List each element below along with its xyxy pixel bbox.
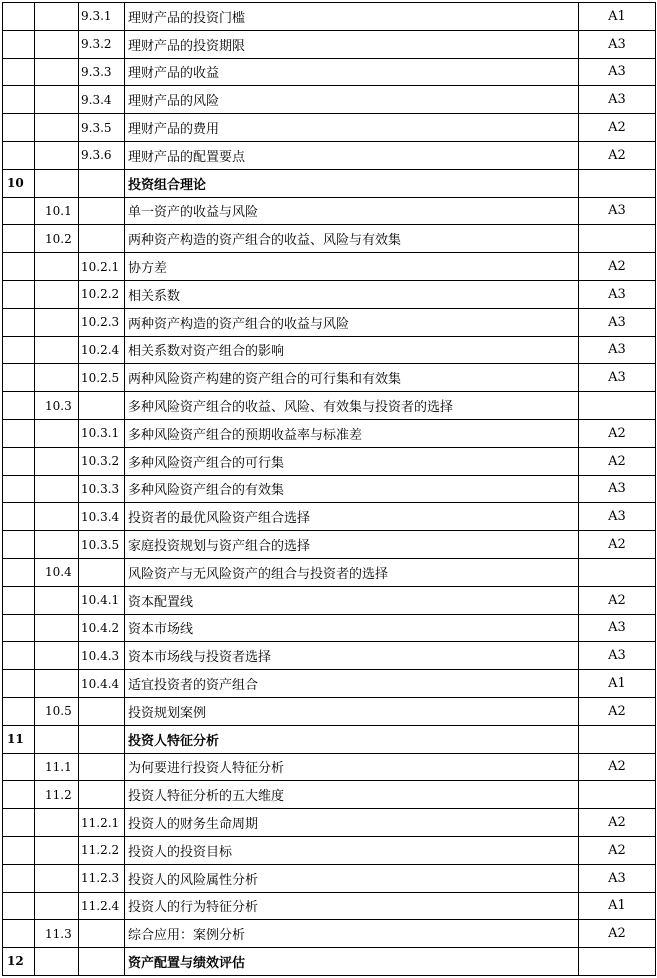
topic-title-cell: 多种风险资产组合的收益、风险、有效集与投资者的选择 <box>125 392 579 420</box>
table-row <box>3 280 656 308</box>
chapter-number-cell <box>3 781 35 809</box>
section-number-cell <box>35 3 79 31</box>
subsection-number-cell <box>79 225 125 253</box>
chapter-number-cell <box>3 364 35 392</box>
table-row <box>3 558 656 586</box>
table-row <box>3 419 656 447</box>
subsection-number-cell <box>79 920 125 948</box>
chapter-number-cell <box>3 308 35 336</box>
section-number-cell: 10.2 <box>35 225 79 253</box>
level-cell: A3 <box>579 58 656 86</box>
topic-title-cell: 理财产品的费用 <box>125 114 579 142</box>
section-number-cell <box>35 725 79 753</box>
topic-title-cell: 资本市场线与投资者选择 <box>125 642 579 670</box>
section-number-cell <box>35 30 79 58</box>
table-row <box>3 3 656 31</box>
section-number-cell: 10.5 <box>35 697 79 725</box>
table-row <box>3 531 656 559</box>
subsection-number-cell <box>79 392 125 420</box>
topic-title-cell: 为何要进行投资人特征分析 <box>125 753 579 781</box>
subsection-number-cell: 11.2.1 <box>79 809 125 837</box>
chapter-number-cell <box>3 531 35 559</box>
section-number-cell <box>35 836 79 864</box>
topic-title-cell: 理财产品的投资门槛 <box>125 3 579 31</box>
section-number-cell <box>35 642 79 670</box>
section-number-cell <box>35 475 79 503</box>
topic-title-cell: 资本市场线 <box>125 614 579 642</box>
topic-title-cell: 理财产品的收益 <box>125 58 579 86</box>
chapter-number-cell <box>3 58 35 86</box>
subsection-number-cell: 9.3.5 <box>79 114 125 142</box>
level-cell: A1 <box>579 892 656 920</box>
chapter-number-cell <box>3 892 35 920</box>
subsection-number-cell <box>79 725 125 753</box>
subsection-number-cell: 10.2.2 <box>79 280 125 308</box>
section-number-cell <box>35 336 79 364</box>
table-row <box>3 642 656 670</box>
subsection-number-cell: 10.3.4 <box>79 503 125 531</box>
chapter-number-cell <box>3 503 35 531</box>
section-number-cell: 11.2 <box>35 781 79 809</box>
chapter-number-cell <box>3 114 35 142</box>
section-number-cell <box>35 948 79 976</box>
table-row <box>3 86 656 114</box>
subsection-number-cell: 10.4.1 <box>79 586 125 614</box>
level-cell: A3 <box>579 364 656 392</box>
subsection-number-cell: 10.4.2 <box>79 614 125 642</box>
section-number-cell <box>35 809 79 837</box>
chapter-number-cell <box>3 280 35 308</box>
table-row <box>3 225 656 253</box>
table-row <box>3 586 656 614</box>
chapter-number-cell <box>3 225 35 253</box>
section-number-cell <box>35 169 79 197</box>
level-cell: A2 <box>579 253 656 281</box>
table-row <box>3 197 656 225</box>
chapter-number-cell <box>3 920 35 948</box>
level-cell: A3 <box>579 30 656 58</box>
level-cell <box>579 725 656 753</box>
topic-title-cell: 投资人特征分析 <box>125 725 579 753</box>
topic-title-cell: 适宜投资者的资产组合 <box>125 670 579 698</box>
section-number-cell <box>35 670 79 698</box>
subsection-number-cell <box>79 197 125 225</box>
topic-title-cell: 协方差 <box>125 253 579 281</box>
level-cell: A3 <box>579 280 656 308</box>
topic-title-cell: 两种资产构造的资产组合的收益、风险与有效集 <box>125 225 579 253</box>
chapter-number-cell <box>3 586 35 614</box>
subsection-number-cell <box>79 781 125 809</box>
table-row <box>3 308 656 336</box>
chapter-number-cell: 12 <box>3 948 35 976</box>
topic-title-cell: 投资人的风险属性分析 <box>125 864 579 892</box>
chapter-number-cell <box>3 419 35 447</box>
table-row <box>3 614 656 642</box>
chapter-number-cell <box>3 809 35 837</box>
chapter-number-cell <box>3 336 35 364</box>
chapter-number-cell <box>3 86 35 114</box>
chapter-number-cell <box>3 392 35 420</box>
level-cell: A1 <box>579 670 656 698</box>
level-cell: A2 <box>579 809 656 837</box>
level-cell: A3 <box>579 86 656 114</box>
section-number-cell <box>35 864 79 892</box>
table-row <box>3 697 656 725</box>
table-row <box>3 30 656 58</box>
subsection-number-cell <box>79 753 125 781</box>
table-row <box>3 475 656 503</box>
table-row <box>3 836 656 864</box>
table-row <box>3 141 656 169</box>
subsection-number-cell: 10.4.3 <box>79 642 125 670</box>
section-number-cell <box>35 531 79 559</box>
table-row <box>3 447 656 475</box>
level-cell: A3 <box>579 864 656 892</box>
section-number-cell <box>35 58 79 86</box>
table-row <box>3 364 656 392</box>
subsection-number-cell <box>79 169 125 197</box>
level-cell <box>579 392 656 420</box>
section-number-cell <box>35 280 79 308</box>
subsection-number-cell: 9.3.2 <box>79 30 125 58</box>
section-number-cell <box>35 503 79 531</box>
section-number-cell <box>35 308 79 336</box>
level-cell: A3 <box>579 308 656 336</box>
subsection-number-cell: 9.3.6 <box>79 141 125 169</box>
topic-title-cell: 投资组合理论 <box>125 169 579 197</box>
syllabus-table <box>2 2 656 976</box>
chapter-number-cell <box>3 864 35 892</box>
chapter-number-cell <box>3 253 35 281</box>
section-number-cell <box>35 447 79 475</box>
subsection-number-cell: 10.3.3 <box>79 475 125 503</box>
chapter-row <box>3 725 656 753</box>
topic-title-cell: 投资人的行为特征分析 <box>125 892 579 920</box>
topic-title-cell: 投资者的最优风险资产组合选择 <box>125 503 579 531</box>
level-cell: A3 <box>579 197 656 225</box>
subsection-number-cell <box>79 558 125 586</box>
chapter-number-cell <box>3 614 35 642</box>
level-cell <box>579 948 656 976</box>
level-cell: A2 <box>579 447 656 475</box>
chapter-number-cell <box>3 141 35 169</box>
level-cell: A2 <box>579 836 656 864</box>
level-cell: A2 <box>579 697 656 725</box>
subsection-number-cell <box>79 697 125 725</box>
topic-title-cell: 投资人的投资目标 <box>125 836 579 864</box>
subsection-number-cell: 11.2.3 <box>79 864 125 892</box>
table-row <box>3 809 656 837</box>
subsection-number-cell: 9.3.3 <box>79 58 125 86</box>
topic-title-cell: 风险资产与无风险资产的组合与投资者的选择 <box>125 558 579 586</box>
table-row <box>3 503 656 531</box>
topic-title-cell: 相关系数 <box>125 280 579 308</box>
table-row <box>3 864 656 892</box>
table-row <box>3 781 656 809</box>
table-row <box>3 336 656 364</box>
level-cell: A2 <box>579 419 656 447</box>
chapter-number-cell <box>3 836 35 864</box>
chapter-number-cell: 11 <box>3 725 35 753</box>
section-number-cell <box>35 86 79 114</box>
section-number-cell <box>35 614 79 642</box>
syllabus-rows <box>3 3 656 976</box>
level-cell: A2 <box>579 531 656 559</box>
topic-title-cell: 两种风险资产构建的资产组合的可行集和有效集 <box>125 364 579 392</box>
subsection-number-cell: 10.2.3 <box>79 308 125 336</box>
level-cell: A3 <box>579 336 656 364</box>
topic-title-cell: 理财产品的风险 <box>125 86 579 114</box>
topic-title-cell: 相关系数对资产组合的影响 <box>125 336 579 364</box>
table-row <box>3 392 656 420</box>
section-number-cell: 10.3 <box>35 392 79 420</box>
section-number-cell: 11.3 <box>35 920 79 948</box>
level-cell <box>579 169 656 197</box>
table-row <box>3 114 656 142</box>
topic-title-cell: 单一资产的收益与风险 <box>125 197 579 225</box>
chapter-number-cell <box>3 197 35 225</box>
table-row <box>3 920 656 948</box>
topic-title-cell: 多种风险资产组合的预期收益率与标准差 <box>125 419 579 447</box>
topic-title-cell: 投资人特征分析的五大维度 <box>125 781 579 809</box>
section-number-cell <box>35 892 79 920</box>
table-row <box>3 753 656 781</box>
subsection-number-cell: 10.2.1 <box>79 253 125 281</box>
level-cell: A3 <box>579 503 656 531</box>
section-number-cell <box>35 141 79 169</box>
level-cell <box>579 558 656 586</box>
section-number-cell <box>35 364 79 392</box>
section-number-cell <box>35 586 79 614</box>
level-cell <box>579 781 656 809</box>
chapter-row <box>3 948 656 976</box>
chapter-number-cell <box>3 697 35 725</box>
table-row <box>3 58 656 86</box>
section-number-cell: 10.4 <box>35 558 79 586</box>
subsection-number-cell: 10.2.5 <box>79 364 125 392</box>
chapter-number-cell <box>3 670 35 698</box>
topic-title-cell: 理财产品的配置要点 <box>125 141 579 169</box>
level-cell <box>579 225 656 253</box>
subsection-number-cell <box>79 948 125 976</box>
table-row <box>3 253 656 281</box>
chapter-number-cell <box>3 753 35 781</box>
level-cell: A3 <box>579 614 656 642</box>
level-cell: A2 <box>579 920 656 948</box>
topic-title-cell: 两种资产构造的资产组合的收益与风险 <box>125 308 579 336</box>
subsection-number-cell: 10.3.5 <box>79 531 125 559</box>
subsection-number-cell: 10.2.4 <box>79 336 125 364</box>
topic-title-cell: 多种风险资产组合的有效集 <box>125 475 579 503</box>
chapter-number-cell <box>3 475 35 503</box>
level-cell: A3 <box>579 642 656 670</box>
topic-title-cell: 投资人的财务生命周期 <box>125 809 579 837</box>
subsection-number-cell: 11.2.4 <box>79 892 125 920</box>
chapter-number-cell <box>3 558 35 586</box>
section-number-cell: 10.1 <box>35 197 79 225</box>
chapter-number-cell: 10 <box>3 169 35 197</box>
table-row <box>3 670 656 698</box>
topic-title-cell: 资本配置线 <box>125 586 579 614</box>
subsection-number-cell: 11.2.2 <box>79 836 125 864</box>
chapter-number-cell <box>3 447 35 475</box>
subsection-number-cell: 9.3.1 <box>79 3 125 31</box>
level-cell: A1 <box>579 3 656 31</box>
chapter-number-cell <box>3 30 35 58</box>
level-cell: A2 <box>579 114 656 142</box>
topic-title-cell: 资产配置与绩效评估 <box>125 948 579 976</box>
level-cell: A2 <box>579 141 656 169</box>
level-cell: A2 <box>579 586 656 614</box>
topic-title-cell: 家庭投资规划与资产组合的选择 <box>125 531 579 559</box>
level-cell: A2 <box>579 753 656 781</box>
subsection-number-cell: 10.3.1 <box>79 419 125 447</box>
topic-title-cell: 综合应用：案例分析 <box>125 920 579 948</box>
chapter-row <box>3 169 656 197</box>
subsection-number-cell: 10.3.2 <box>79 447 125 475</box>
level-cell: A3 <box>579 475 656 503</box>
topic-title-cell: 理财产品的投资期限 <box>125 30 579 58</box>
chapter-number-cell <box>3 3 35 31</box>
topic-title-cell: 投资规划案例 <box>125 697 579 725</box>
subsection-number-cell: 10.4.4 <box>79 670 125 698</box>
topic-title-cell: 多种风险资产组合的可行集 <box>125 447 579 475</box>
section-number-cell: 11.1 <box>35 753 79 781</box>
section-number-cell <box>35 419 79 447</box>
subsection-number-cell: 9.3.4 <box>79 86 125 114</box>
section-number-cell <box>35 114 79 142</box>
chapter-number-cell <box>3 642 35 670</box>
table-row <box>3 892 656 920</box>
section-number-cell <box>35 253 79 281</box>
